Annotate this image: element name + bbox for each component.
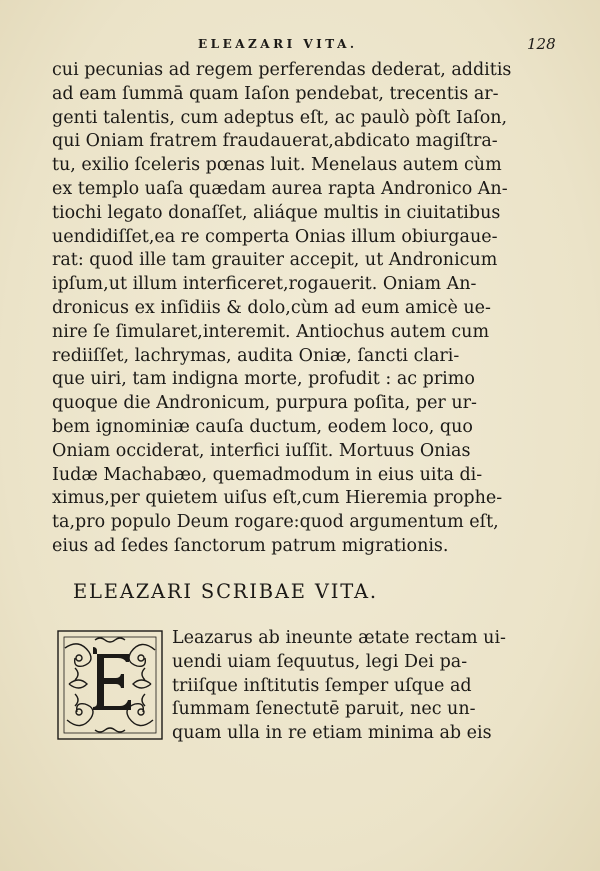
text-line: eius ad ſedes ſanctorum patrum migrationis. bbox=[52, 535, 449, 556]
running-head: ELEAZARI VITA. bbox=[198, 37, 358, 51]
text-line: ex templo uaſa quædam aurea rapta Andronico An- bbox=[52, 178, 508, 199]
text-line: ta,pro populo Deum rogare:quod argumentum eſt, bbox=[52, 512, 499, 533]
text-line: ſummam ſenectutē paruit, nec un- bbox=[172, 699, 476, 720]
text-line: ximus,per quietem uiſus eſt,cum Hieremia prophe- bbox=[52, 488, 503, 509]
eleazar-text bbox=[172, 627, 506, 746]
text-line: cui pecunias ad regem perferendas dederat, additis bbox=[52, 60, 512, 80]
page-header bbox=[0, 37, 600, 59]
section-title: ELEAZARI SCRIBAE VITA. bbox=[73, 580, 378, 603]
text-line: quoque die Andronicum, purpura poſita, per ur- bbox=[52, 393, 477, 414]
text-line: tu, exilio ſceleris pœnas luit. Menelaus autem cùm bbox=[52, 155, 502, 176]
text-line: Iudæ Machabæo, quemadmodum in eius uita di- bbox=[52, 464, 483, 485]
text-line: uendi uiam ſequutus, legi Dei pa- bbox=[172, 651, 468, 672]
text-line: uendidiſſet,ea re comperta Onias illum obiurgaue- bbox=[52, 226, 498, 247]
text-line: Oniam occiderat, interfici iuſſit. Mortuus Onias bbox=[52, 440, 471, 461]
text-line: dronicus ex inſidiis & dolo,cùm ad eum amicè ue- bbox=[52, 297, 491, 318]
text-line: genti talentis, cum adeptus eſt, ac paulò pòſt Iaſon, bbox=[52, 107, 508, 128]
folio-number: 128 bbox=[527, 35, 556, 53]
text-line: tiochi legato donaſſet, aliáque multis in ciuitatibus bbox=[52, 202, 501, 223]
text-line: que uiri, tam indigna morte, profudit : ac primo bbox=[52, 369, 475, 390]
body-text bbox=[52, 59, 512, 559]
text-line: Leazarus ab ineunte ætate rectam ui- bbox=[172, 628, 506, 648]
text-line: ipſum,ut illum interficeret,rogauerit. Oniam An- bbox=[52, 274, 477, 295]
text-line: nire ſe ſimularet,interemit. Antiochus autem cum bbox=[52, 321, 490, 342]
decorated-initial-e-icon bbox=[55, 628, 165, 742]
text-line: bem ignominiæ cauſa ductum, eodem loco, quo bbox=[52, 416, 473, 437]
text-line: rat: quod ille tam grauiter accepit, ut Andronicum bbox=[52, 250, 498, 271]
text-line: triiſque inſtitutis ſemper uſque ad bbox=[172, 675, 472, 696]
text-line: quam ulla in re etiam minima ab eis bbox=[172, 723, 492, 744]
text-line: qui Oniam fratrem fraudauerat,abdicato magiſtra- bbox=[52, 131, 498, 152]
text-line: rediiſſet, lachrymas, audita Oniæ, ſancti clari- bbox=[52, 345, 460, 366]
text-line: ad eam ſummā quam Iaſon pendebat, trecentis ar- bbox=[52, 83, 499, 104]
